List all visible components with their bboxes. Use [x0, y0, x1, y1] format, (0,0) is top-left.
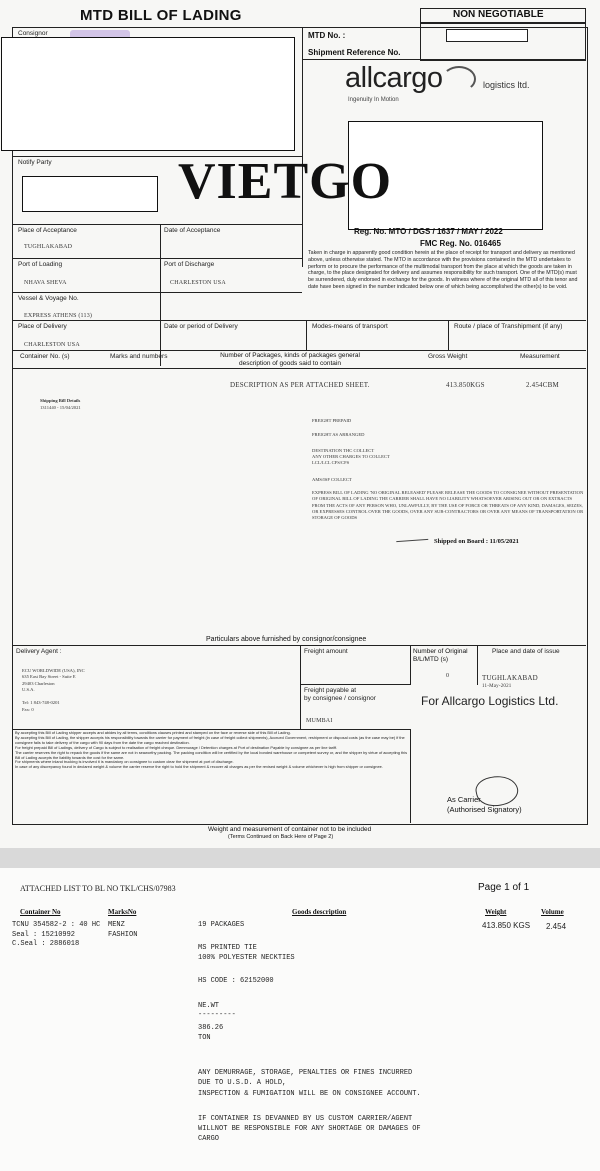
- non-negotiable-label: NON NEGOTIABLE: [453, 9, 544, 20]
- place-acceptance-value: TUGHLAKABAD: [24, 244, 73, 250]
- port-loading-value: NHAVA SHEVA: [24, 280, 67, 286]
- grid-line-8: [300, 684, 410, 685]
- header-container-no: Container No: [20, 908, 61, 916]
- delivery-agent-line: ECU WORLDWIDE (USA), INC: [22, 668, 85, 673]
- goods-line: ---------: [198, 1011, 236, 1019]
- notify-party-label: Notify Party: [18, 159, 52, 166]
- packages-label: Number of Packages, kinds of packages general description of goods said to contain: [220, 352, 360, 367]
- grid-line-7: [12, 645, 586, 646]
- container-line: C.Seal : 2886018: [12, 940, 80, 948]
- allcargo-logo: [345, 62, 443, 95]
- grid-vline-7: [410, 729, 411, 823]
- grid-vline-6: [477, 645, 478, 685]
- marks-line: FASHION: [108, 931, 138, 939]
- date-issue-value: 11-May-2021: [482, 684, 512, 689]
- condition-item: For shipments where inland trucking is involved it is mandatory on consignee to custom clear the shipment at port of discharge.: [15, 759, 234, 765]
- footer-note-2: (Terms Continued on Back Here of Page 2): [228, 834, 334, 840]
- grid-line-2: [12, 258, 302, 259]
- other-charges: ANY OTHER CHARGES TO COLLECT: [312, 454, 390, 459]
- header-volume: Volume: [541, 908, 564, 916]
- destination-collect: DESTINATION THC COLLECT: [312, 448, 375, 453]
- condition-item: In case of any discrepancy found in declared weight & volume the carrier reserve the right to hold the shipment & recover all charges as per the revised weight & volume whichever is high from shipper or consignee.: [15, 764, 383, 770]
- place-delivery-value: CHARLESTON USA: [24, 342, 80, 348]
- terms-paragraph: Taken in charge in apparently good condition herein at the place of receipt for transport and delivery as mentioned above, unless otherwise stated. The MTO in accordance with the provisions contained in the MTD undertakes to perform or to procure the performance of the multimodal transport from the place at which the goods are taken in charge, to the place designated for delivery and assumes responsibility for such transport. One of the MTD(s) must be surrendered, duly endorsed in exchange for the goods. In witness where of the original MTD all of this tenor and date have been signed in the number indicated below one of which being accomplished the other(s) to be void.: [308, 250, 578, 290]
- goods-line: NE.WT: [198, 1002, 220, 1010]
- num-original-value: 0: [446, 673, 450, 679]
- place-acceptance-label: Place of Acceptance: [18, 227, 77, 234]
- date-delivery-label: Date or period of Delivery: [164, 323, 238, 330]
- delivery-agent-line: Fax: 0: [22, 707, 34, 712]
- goods-line: 19 PACKAGES: [198, 921, 245, 929]
- volume-value: 2.454: [546, 922, 567, 931]
- goods-line: 386.26: [198, 1024, 224, 1032]
- container-line: Seal : 15210992: [12, 931, 76, 939]
- goods-line: CARGO: [198, 1135, 220, 1143]
- condition-item: By accepting this Bill of Lading, the shipper accepts his responsibility towards the carrier for payment of freight (in case of freight collect shipments), Accrued Government, reshipment or disposal costs (as the case may be) if the consignee fails to take delivery of the cargo with 90 days from the date the cargo reached destination.: [15, 734, 405, 745]
- num-original-label: Number of Original B/L/MTD (s): [413, 648, 468, 663]
- as-carrier-label: As Carrier: [447, 795, 481, 804]
- goods-line: WILLNOT BE RESPONSIBLE FOR ANY SHORTAGE OR DAMAGES OF: [198, 1125, 421, 1133]
- vessel-value: EXPRESS ATHENS (113): [24, 313, 93, 319]
- place-delivery-label: Place of Delivery: [18, 323, 67, 330]
- weight-value: 413.850 KGS: [482, 921, 531, 930]
- shipping-bill-title: Shipping Bill Details: [40, 398, 81, 403]
- allcargo-swoosh-icon: [442, 66, 476, 92]
- freight-payable-label: Freight payable at: [304, 687, 357, 694]
- condition-item: For freight prepaid Bill of Ladings, delivery of Cargo is subject to realisation of freight cheque. Demmurage / Detention charges at Port of destination Payable by consignee as per line tariff.: [15, 744, 338, 750]
- brand-suffix: logistics ltd.: [483, 80, 530, 90]
- goods-line: TON: [198, 1034, 211, 1042]
- freight-payable-value: MUMBAI: [306, 718, 333, 724]
- shipment-ref-field: [420, 22, 586, 61]
- measurement-value: 2.454CBM: [526, 381, 559, 389]
- freight-arranged: FREIGHT AS ARRANGED: [312, 432, 365, 437]
- description-value: DESCRIPTION AS PER ATTACHED SHEET.: [230, 381, 370, 389]
- goods-line: DUE TO U.S.D. A HOLD,: [198, 1079, 287, 1087]
- marks-line: MENZ: [108, 921, 125, 929]
- condition-item: The carrier reserves the right to repack the goods if the same are not in seaworthy packing. The packing condition will be certified by the local bonded warehouse or competent survey or, and the shipper by virtue of accepting this Bill of Lading accepts the liability towards the cost for the same.: [15, 749, 408, 760]
- grid-vline-5: [410, 645, 411, 685]
- vessel-label: Vessel & Voyage No.: [18, 295, 79, 302]
- marks-label: Marks and numbers: [110, 353, 168, 360]
- conditions-list: [15, 731, 408, 770]
- grid-line-4: [12, 320, 586, 321]
- modes-label: Modes-means of transport: [312, 323, 388, 330]
- goods-line: 100% POLYESTER NECKTIES: [198, 954, 295, 962]
- freight-amount-label: Freight amount: [304, 648, 348, 655]
- grid-vline-3: [448, 320, 449, 350]
- port-loading-label: Port of Loading: [18, 261, 63, 268]
- measurement-label: Measurement: [520, 353, 560, 360]
- place-issue-value: TUGHLAKABAD: [482, 674, 538, 682]
- attached-list-page: [0, 868, 600, 1171]
- grid-line-5: [12, 350, 586, 351]
- grid-vline-1: [160, 224, 161, 366]
- goods-line: MS PRINTED TIE: [198, 944, 257, 952]
- place-date-issue-label: Place and date of issue: [492, 648, 560, 655]
- shipping-bill-value: 1311440 - 15/04/2021: [40, 405, 81, 410]
- fmc-reg-number: FMC Reg. No. 016465: [420, 239, 501, 248]
- brand-tagline: Ingenuity In Motion: [348, 97, 399, 103]
- freight-prepaid: FREIGHT PREPAID: [312, 418, 352, 423]
- notify-party-redaction: [22, 176, 158, 212]
- header-weight: Weight: [485, 908, 507, 916]
- goods-line: ANY DEMURRAGE, STORAGE, PENALTIES OR FINES INCURRED: [198, 1069, 413, 1077]
- footer-note-1: Weight and measurement of container not to be included: [208, 826, 372, 833]
- grid-vline-2: [306, 320, 307, 350]
- goods-line: HS CODE : 62152000: [198, 977, 274, 985]
- header-goods-description: Goods description: [292, 908, 347, 916]
- lcl-line: LCL/LCL CFS/CFS: [312, 460, 350, 465]
- container-line: TCNU 354582-2 : 40 HC: [12, 921, 101, 929]
- consignor-label: Consignor: [18, 30, 48, 37]
- grid-line-1: [12, 224, 302, 225]
- ams-line: AMS/ISF COLLECT: [312, 477, 352, 482]
- attached-title: ATTACHED LIST TO BL NO TKL/CHS/07983: [20, 884, 176, 893]
- container-no-label: Container No. (s): [20, 353, 70, 360]
- attached-page-number: Page 1 of 1: [478, 882, 530, 893]
- grid-vline-4: [300, 645, 301, 729]
- gross-weight-value: 413.850KGS: [446, 381, 485, 389]
- delivery-agent-line: 635 East Bay Street - Suite E: [22, 674, 76, 679]
- goods-line: IF CONTAINER IS DEVANNED BY US CUSTOM CARRIER/AGENT: [198, 1115, 413, 1123]
- gross-weight-label: Gross Weight: [428, 353, 468, 360]
- authorised-signatory-label: (Authorised Signatory): [447, 805, 522, 814]
- consignor-redaction: [1, 37, 295, 151]
- shipment-ref-label: Shipment Reference No.: [308, 48, 401, 57]
- route-label: Route / place of Transhipment (if any): [454, 323, 563, 330]
- condition-item: By accepting this Bill of Lading shipper accepts and abides by all terms, conditions clauses printed and stamped on the face or reverse side of this Bill of Lading.: [15, 730, 291, 735]
- express-clause: EXPRESS BILL OF LADING 'NO ORIGINAL RELEASED' PLEASE RELEASE THE GOODS TO CONSIGNEE WITHOUT PRESENTATION OF ORIGINAL BILL OF LADING THE CARRIER SHALL HAVE NO LIABILITY WHATSOEVER ARISING OUT OR ON EXTRACTS FROM THE ACTS OF ANY PERSON WHO, UNLAWFULLY, BY THE USE OF FORCE OR THREATS OF ANY KIND, DAMAGES, SEIZES, OR EXPRESSES CONTROL OVER THE GOODS, OVER ANY SUB-CONTRACTORS OR OVER ANY MEANS OF TRANSPORTATION OR STORAGE OF GOODS: [312, 490, 584, 521]
- bl-title: MTD BILL OF LADING: [80, 7, 242, 24]
- delivery-agent-line: 29403 Charleston: [22, 681, 55, 686]
- vietgo-watermark: VIETGO: [178, 153, 393, 210]
- grid-line-3: [12, 292, 302, 293]
- for-company: For Allcargo Logistics Ltd.: [421, 694, 559, 708]
- date-acceptance-label: Date of Acceptance: [164, 227, 221, 234]
- goods-line: INSPECTION & FUMIGATION WILL BE ON CONSIGNEE ACCOUNT.: [198, 1090, 421, 1098]
- port-discharge-label: Port of Discharge: [164, 261, 215, 268]
- header-marks-no: MarksNo: [108, 908, 137, 916]
- delivery-agent-line: Tel: 1 843-748-0201: [22, 700, 60, 705]
- delivery-agent-line: U.S.A.: [22, 687, 35, 692]
- delivery-agent-label: Delivery Agent :: [16, 648, 62, 655]
- freight-payable-sub: by consignee / consignor: [304, 695, 376, 702]
- brand-name: allcargo: [345, 62, 443, 94]
- port-discharge-value: CHARLESTON USA: [170, 280, 226, 286]
- header-divider: [302, 27, 303, 267]
- reg-number: Reg. No. MTO / DGS / 1637 / MAY / 2022: [354, 227, 503, 236]
- grid-line-6: [12, 368, 586, 369]
- shipped-on-board: Shipped on Board : 11/05/2021: [434, 538, 519, 545]
- mtd-no-label: MTD No. :: [308, 31, 346, 40]
- particulars-note: Particulars above furnished by consignor/consignee: [206, 636, 367, 643]
